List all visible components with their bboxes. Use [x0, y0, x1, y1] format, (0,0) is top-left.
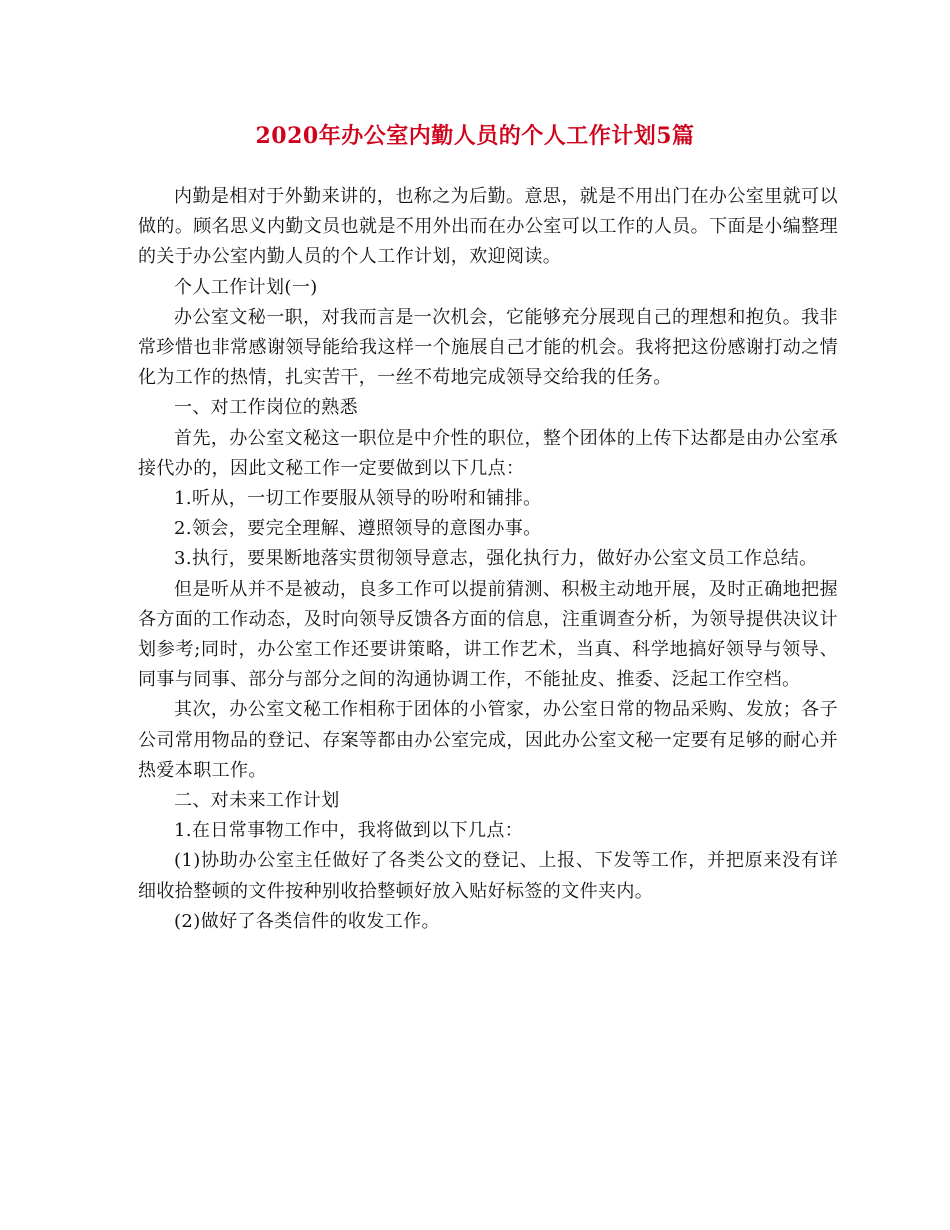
list-item: (2)做好了各类信件的收发工作。 — [174, 910, 440, 932]
paragraph: 但是听从并不是被动，良多工作可以提前猜测、积极主动地开展，及时正确地把握各方面的工作动态，及时向领导反馈各方面的信息，注重调查分析，为领导提供决议计划参考;同时，办公室工作还要讲策略，讲工作艺术，当真、科学地搞好领导与领导、同事与同事、部分与部分之间的沟通协调工作，不能扯皮、推委、泛起工作空档。 — [138, 578, 838, 691]
section-heading-familiarity: 一、对工作岗位的熟悉 — [174, 397, 358, 419]
section-heading-future-plan: 二、对未来工作计划 — [174, 790, 340, 812]
paragraph-intro: 内勤是相对于外勤来讲的，也称之为后勤。意思，就是不用出门在办公室里就可以做的。顾名思义内勤文员也就是不用外出而在办公室可以工作的人员。下面是小编整理的关于办公室内勤人员的个人工作计划，欢迎阅读。 — [138, 186, 838, 268]
paragraph: 其次，办公室文秘工作相称于团体的小管家，办公室日常的物品采购、发放；各子公司常用物品的登记、存案等都由办公室完成，因此办公室文秘一定要有足够的耐心并热爱本职工作。 — [138, 699, 838, 781]
section-heading-plan-1: 个人工作计划(一) — [174, 276, 318, 298]
paragraph: 办公室文秘一职，对我而言是一次机会，它能够充分展现自己的理想和抱负。我非常珍惜也非常感谢领导能给我这样一个施展自己才能的机会。我将把这份感谢打动之情化为工作的热情，扎实苦干，一丝不苟地完成领导交给我的任务。 — [138, 306, 838, 389]
list-item: (1)协助办公室主任做好了各类公文的登记、上报、下发等工作，并把原来没有详细收拾整顿的文件按种别收拾整顿好放入贴好标签的文件夹内。 — [138, 850, 838, 902]
list-item: 1.听从，一切工作要服从领导的吩咐和铺排。 — [174, 488, 542, 510]
list-item: 1.在日常事物工作中，我将做到以下几点： — [174, 820, 524, 842]
document-title: 2020年办公室内勤人员的个人工作计划5篇 — [255, 123, 695, 149]
document-body — [138, 182, 838, 937]
list-item: 3.执行，要果断地落实贯彻领导意志，强化执行力，做好办公室文员工作总结。 — [174, 548, 818, 570]
list-item: 2.领会，要完全理解、遵照领导的意图办事。 — [174, 518, 542, 540]
paragraph: 首先，办公室文秘这一职位是中介性的职位，整个团体的上传下达都是由办公室承接代办的，因此文秘工作一定要做到以下几点： — [138, 427, 838, 479]
